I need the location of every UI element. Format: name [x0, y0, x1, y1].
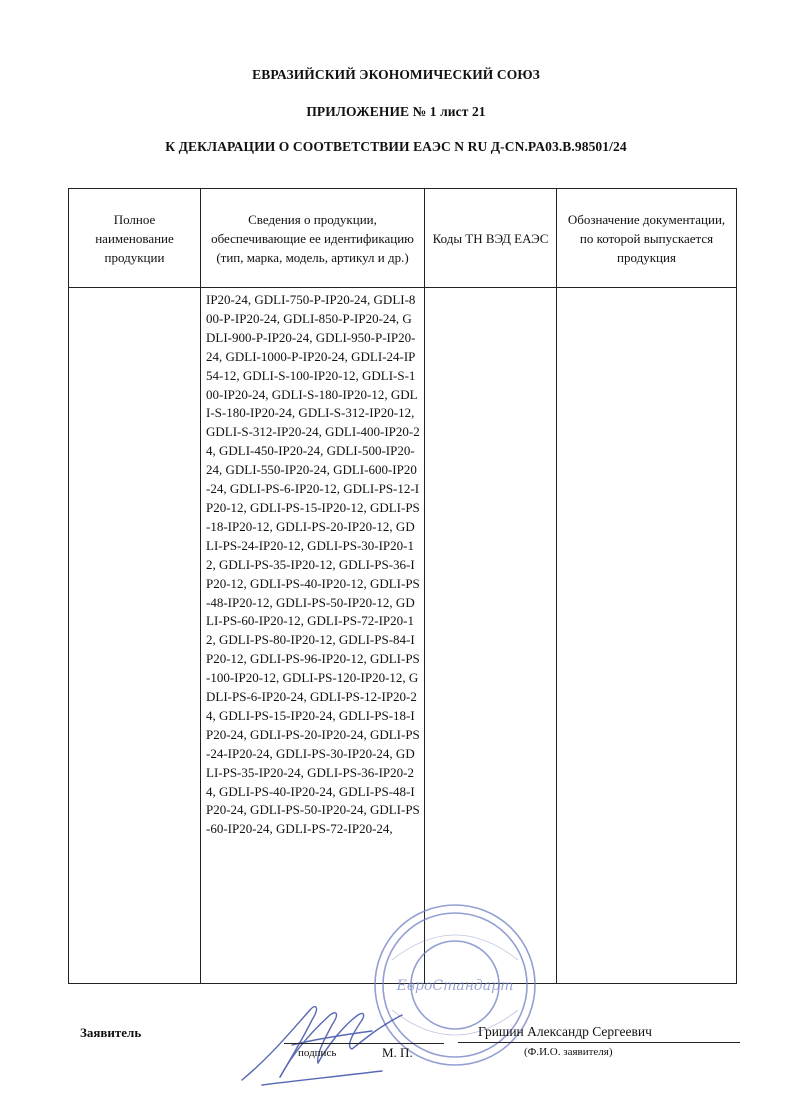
signature-line — [284, 1043, 444, 1044]
cell-product-info: IP20-24, GDLI-750-P-IP20-24, GDLI-800-P-IP20-24, GDLI-850-P-IP20-24, GDLI-900-P-IP20-24, GDLI-950-P-IP20-24, GDLI-1000-P-IP20-24, GDLI-24-IP54-12, GDLI-S-100-IP20-12, GDLI-S-100-IP20-24, GDLI-S-180-IP20-12, GDLI-S-180-IP20-24, GDLI-S-312-IP20-12, GDLI-S-312-IP20-24, GDLI-400-IP20-24, GDLI-450-IP20-24, GDLI-500-IP20-24, GDLI-550-IP20-24, GDLI-600-IP20-24, GDLI-PS-6-IP20-12, GDLI-PS-12-IP20-12, GDLI-PS-15-IP20-12, GDLI-PS-18-IP20-12, GDLI-PS-20-IP20-12, GDLI-PS-24-IP20-12, GDLI-PS-30-IP20-12, GDLI-PS-35-IP20-12, GDLI-PS-36-IP20-12, GDLI-PS-40-IP20-12, GDLI-PS-48-IP20-12, GDLI-PS-50-IP20-12, GDLI-PS-60-IP20-12, GDLI-PS-72-IP20-12, GDLI-PS-80-IP20-12, GDLI-PS-84-IP20-12, GDLI-PS-96-IP20-12, GDLI-PS-100-IP20-12, GDLI-PS-120-IP20-12, GDLI-PS-6-IP20-24, GDLI-PS-12-IP20-24, GDLI-PS-15-IP20-24, GDLI-PS-18-IP20-24, GDLI-PS-20-IP20-24, GDLI-PS-24-IP20-24, GDLI-PS-30-IP20-24, GDLI-PS-35-IP20-24, GDLI-PS-36-IP20-24, GDLI-PS-40-IP20-24, GDLI-PS-48-IP20-24, GDLI-PS-50-IP20-24, GDLI-PS-60-IP20-24, GDLI-PS-72-IP20-24, — [201, 288, 425, 984]
table-row — [69, 288, 737, 984]
applicant-signature — [232, 985, 422, 1090]
applicant-name: Гришин Александр Сергеевич — [478, 1024, 652, 1039]
column-header-documentation: Обозначение документации, по которой выпускается продукция — [557, 189, 737, 288]
stamp-place-label: М. П. — [382, 1045, 413, 1060]
cell-product-name — [69, 288, 201, 984]
declaration-table — [68, 188, 737, 984]
header-union: ЕВРАЗИЙСКИЙ ЭКОНОМИЧЕСКИЙ СОЮЗ — [252, 67, 540, 82]
table-header-row — [69, 189, 737, 288]
stamp-text: ЕвроСтандарт — [396, 978, 514, 994]
header-declaration: К ДЕКЛАРАЦИИ О СООТВЕТСТВИИ ЕАЭС N RU Д-CN.PA03.B.98501/24 — [165, 139, 627, 154]
signature-caption: подпись — [298, 1047, 337, 1059]
applicant-label: Заявитель — [80, 1025, 142, 1040]
header-appendix: ПРИЛОЖЕНИЕ № 1 лист 21 — [306, 104, 486, 119]
cell-hs-codes — [425, 288, 557, 984]
column-header-product-info: Сведения о продукции, обеспечивающие ее идентификацию (тип, марка, модель, артикул и др.) — [201, 189, 425, 288]
cell-documentation — [557, 288, 737, 984]
column-header-hs-codes: Коды ТН ВЭД ЕАЭС — [425, 189, 557, 288]
column-header-product-name: Полное наименование продукции — [69, 189, 201, 288]
name-line — [458, 1042, 740, 1043]
name-caption: (Ф.И.О. заявителя) — [524, 1046, 613, 1058]
